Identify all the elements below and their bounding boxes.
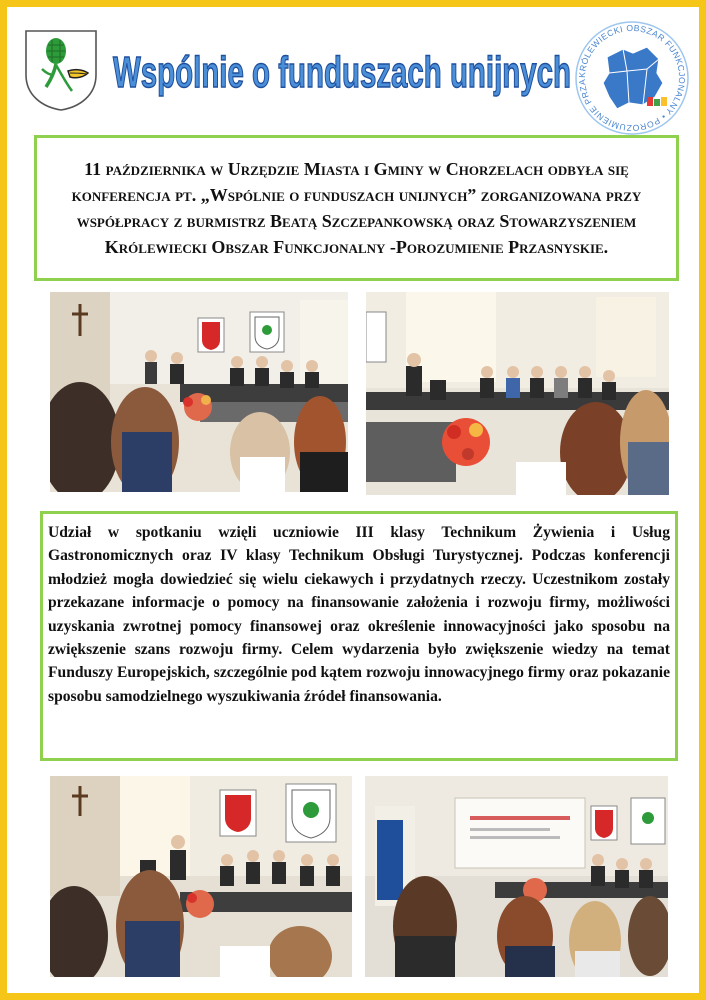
kof-logo <box>573 19 691 137</box>
conference-photo-3 <box>50 776 352 977</box>
page-title-text: Wspólnie o funduszach unijnych <box>113 48 571 97</box>
body-box <box>40 511 678 761</box>
body-text: Udział w spotkaniu wzięli uczniowie III klasy Technikum Żywienia i Usług Gastronomicznych oraz IV klasy Technikum Obsługi Turystycznej. Podczas konferencji młodzież mogła dowiedzieć się wielu ciekawych i przydatnych rzeczy. Uczestnikom zostały przekazane informacje o pomocy na finansowanie założenia i rozwoju firmy, możliwości uzyskania zwrotnej pomocy finansowej oraz określenie innowacyjności jako sposobu na zwiększenie szans rozwoju firmy. Celem wydarzenia było zwiększenie wiedzy na temat Funduszy Europejskich, szczególnie pod kątem rozwoju innowacyjnego firmy oraz pokazanie sposobu samodzielnego wyszukiwania źródeł finansowania. <box>48 524 670 705</box>
page-title <box>107 37 577 107</box>
logo-ring-text: KRÓLEWIECKI OBSZAR FUNKCJONALNY • POROZUMIENIE PRZA <box>576 22 688 134</box>
conference-photo-1 <box>50 292 348 492</box>
conference-photo-2 <box>366 292 669 495</box>
intro-box <box>34 135 679 281</box>
intro-text: 11 października w Urzędzie Miasta i Gminy w Chorzelach odbyła się konferencja pt. „Wspólnie o funduszach unijnych” zorganizowana przy współpracy z burmistrz Beatą Szczepankowską oraz Stowarzyszeniem Królewiecki Obszar Funkcjonalny -Porozumienie Przasnyskie. <box>71 159 642 257</box>
conference-photo-4 <box>365 776 668 977</box>
coat-of-arms-icon <box>24 29 98 111</box>
